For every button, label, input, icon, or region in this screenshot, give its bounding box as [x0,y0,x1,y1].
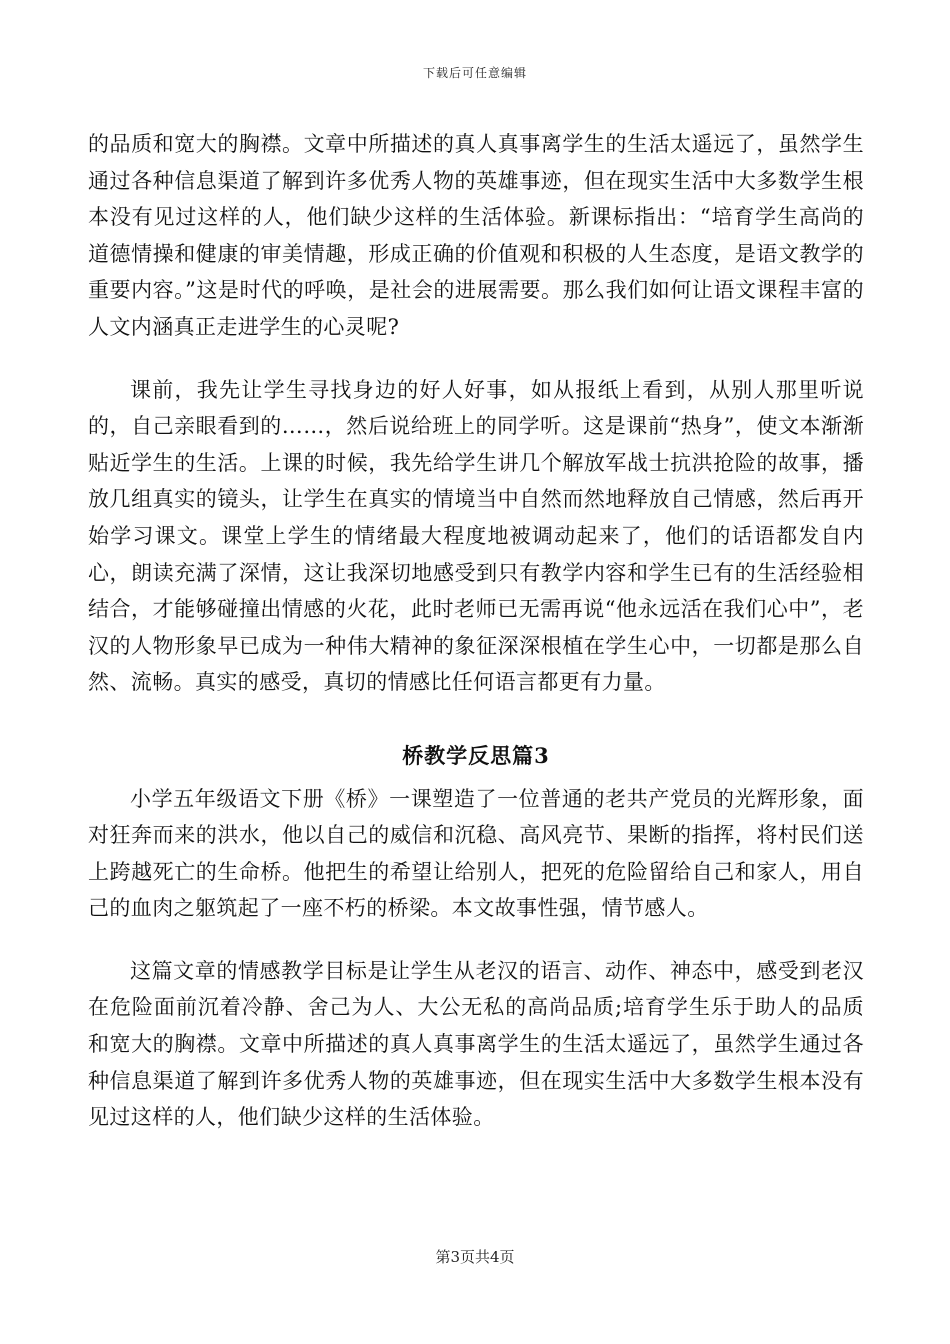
paragraph-continued: 的品质和宽大的胸襟。文章中所描述的真人真事离学生的生活太遥远了，虽然学生通过各种信息渠道了解到许多优秀人物的英雄事迹，但在现实生活中大多数学生根本没有见过这样的人，他们缺少这样的生活体验。新课标指出：“培育学生高尚的道德情操和健康的审美情趣，形成正确的价值观和积极的人生态度，是语文教学的重要内容。”这是时代的呼唤，是社会的进展需要。那么我们如何让语文课程丰富的人文内涵真正走进学生的心灵呢? [88,132,864,339]
paragraph-before-class: 课前，我先让学生寻找身边的好人好事，如从报纸上看到，从别人那里听说的，自己亲眼看到的……，然后说给班上的同学听。这是课前“热身”，使文本渐渐贴近学生的生活。上课的时候，我先给学生讲几个解放军战士抗洪抢险的故事，播放几组真实的镜头，让学生在真实的情境当中自然而然地释放自己情感，然后再开始学习课文。课堂上学生的情绪最大程度地被调动起来了，他们的话语都发自内心，朗读充满了深情，这让我深切地感受到只有教学内容和学生已有的生活经验相结合，才能够碰撞出情感的火花，此时老师已无需再说“他永远活在我们心中”，老汉的人物形象早已成为一种伟大精神的象征深深根植在学生心中，一切都是那么自然、流畅。真实的感受，真切的情感比任何语言都更有力量。 [88,377,864,695]
page-header: 下载后可任意编辑 [422,66,527,80]
section-title: 桥教学反思篇3 [402,742,550,768]
paragraph-intro: 小学五年级语文下册《桥》一课塑造了一位普通的老共产党员的光辉形象，面对狂奔而来的洪水，他以自己的威信和沉稳、高风亮节、果断的指挥，将村民们送上跨越死亡的生命桥。他把生的希望让给别人，把死的危险留给自己和家人，用自己的血肉之躯筑起了一座不朽的桥梁。本文故事性强，情节感人。 [88,786,864,921]
page-number: 第3页共4页 [435,1248,515,1266]
paragraph-teaching-goal: 这篇文章的情感教学目标是让学生从老汉的语言、动作、神态中，感受到老汉在危险面前沉着冷静、舍己为人、大公无私的高尚品质;培育学生乐于助人的品质和宽大的胸襟。文章中所描述的真人真事离学生的生活太遥远了，虽然学生通过各种信息渠道了解到许多优秀人物的英雄事迹，但在现实生活中大多数学生根本没有见过这样的人，他们缺少这样的生活体验。 [88,958,864,1130]
document-body [88,126,864,1136]
